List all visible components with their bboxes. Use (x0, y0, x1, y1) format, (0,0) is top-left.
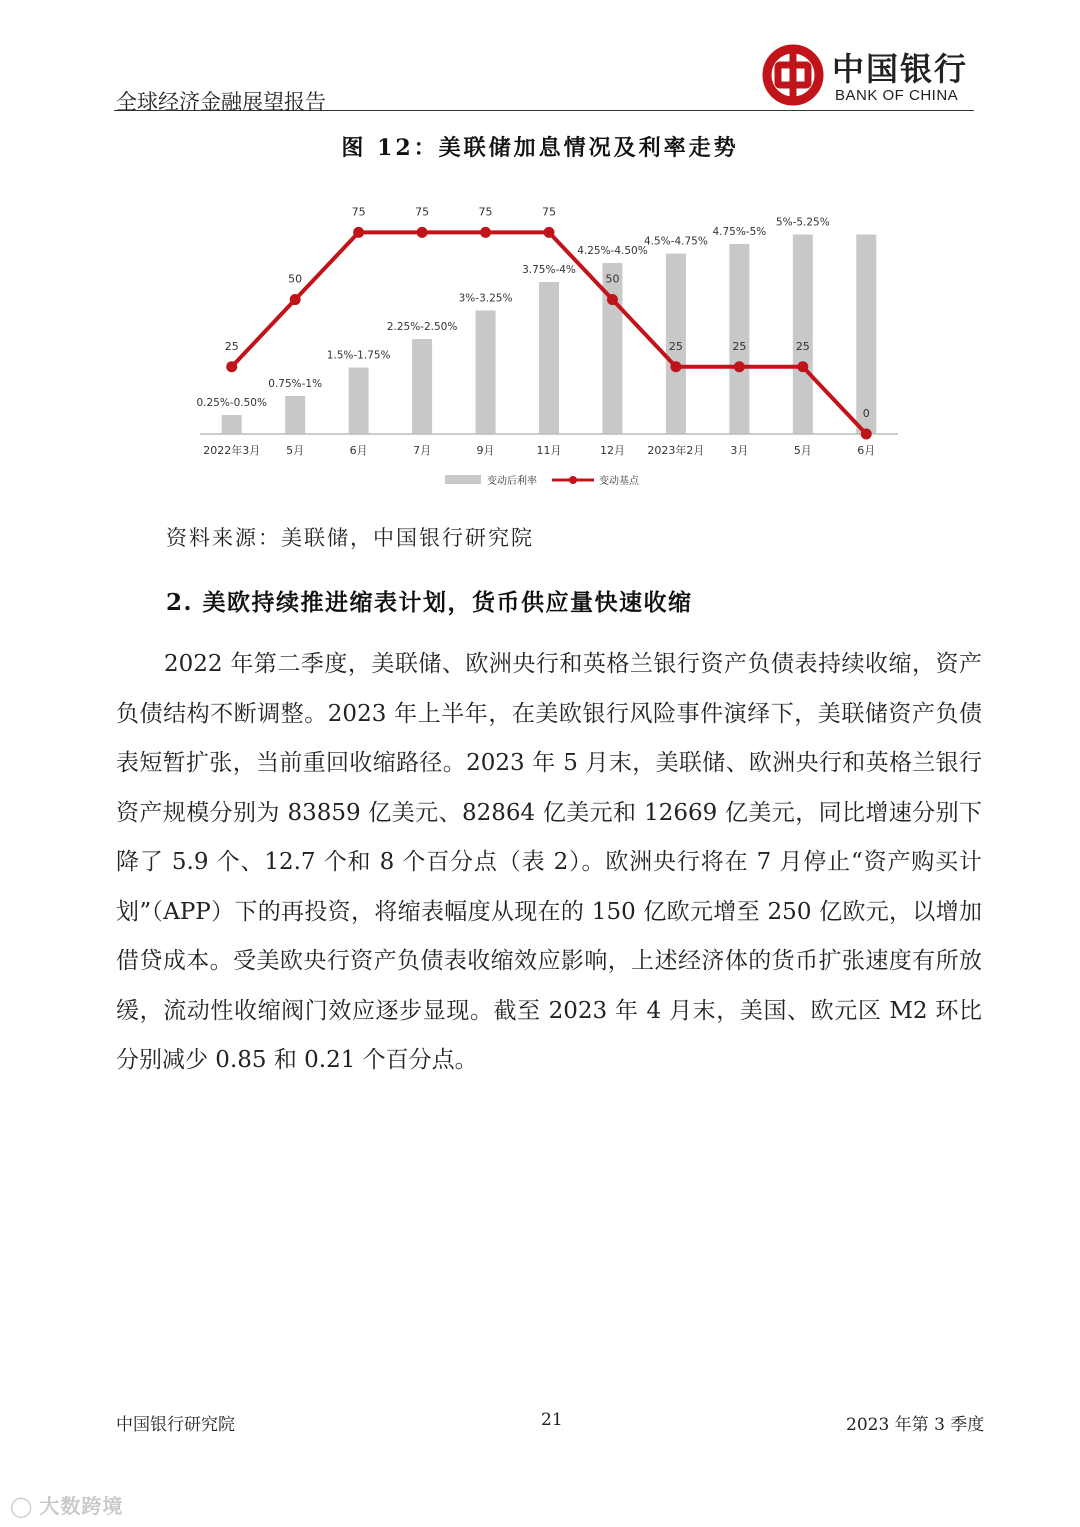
x-tick-label-3: 7月 (413, 444, 432, 457)
line-point-3 (417, 227, 428, 238)
bar-rate-2 (349, 368, 369, 435)
fed-rate-chart (190, 192, 910, 492)
line-point-5 (544, 227, 555, 238)
x-tick-label-5: 11月 (536, 444, 562, 457)
line-label-0: 25 (224, 339, 239, 353)
bar-label-6: 4.25%-4.50% (577, 245, 648, 257)
x-tick-label-0: 2022年3月 (203, 444, 261, 457)
bar-rate-6 (602, 263, 622, 434)
bar-label-7: 4.5%-4.75% (643, 235, 708, 248)
line-label-6: 50 (605, 272, 620, 286)
line-label-8: 25 (732, 339, 747, 353)
watermark-logo-icon: ◯ (10, 1494, 34, 1518)
line-label-3: 75 (415, 205, 430, 219)
line-point-4 (480, 227, 491, 238)
line-point-8 (734, 361, 745, 372)
bar-label-3: 2.25%-2.50% (386, 321, 458, 333)
bar-rate-4 (476, 311, 496, 435)
line-label-10: 0 (862, 407, 870, 420)
bar-rate-0 (222, 415, 242, 434)
bar-rate-5 (539, 282, 559, 434)
x-tick-label-6: 12月 (599, 444, 625, 457)
line-point-2 (353, 227, 364, 238)
bar-rate-9 (793, 235, 813, 435)
line-label-7: 25 (668, 339, 683, 353)
page-number: 21 (541, 1410, 563, 1430)
line-label-1: 50 (288, 272, 303, 286)
line-label-4: 75 (478, 205, 493, 219)
bank-of-china-emblem-icon (762, 44, 824, 106)
figure-title: 图 12：美联储加息情况及利率走势 (341, 135, 739, 161)
bank-of-china-logo (762, 42, 977, 108)
bar-label-5: 3.75%-4% (522, 264, 576, 276)
line-point-1 (290, 294, 301, 305)
x-tick-label-10: 6月 (857, 444, 876, 457)
bar-label-4: 3%-3.25% (458, 292, 513, 305)
logo-chinese-text: 中国银行 (832, 50, 969, 88)
figure-source: 资料来源：美联储，中国银行研究院 (166, 526, 534, 550)
bar-label-1: 0.75%-1% (268, 378, 323, 390)
x-tick-label-2: 6月 (349, 444, 368, 457)
bar-rate-10 (856, 235, 876, 435)
logo-english-text: BANK OF CHINA (835, 87, 959, 104)
line-label-5: 75 (542, 205, 556, 219)
legend-bar-label: 变动后利率 (487, 476, 537, 487)
line-label-9: 25 (795, 339, 810, 353)
line-point-9 (797, 361, 808, 372)
footer-institute: 中国银行研究院 (116, 1415, 235, 1435)
line-label-2: 75 (351, 205, 366, 219)
legend-bar-swatch (445, 475, 481, 484)
x-tick-label-4: 9月 (476, 444, 495, 457)
bar-label-2: 1.5%-1.75% (326, 349, 391, 362)
bar-label-0: 0.25%-0.50% (196, 397, 267, 409)
body-paragraph (116, 640, 982, 1086)
line-point-6 (607, 294, 618, 305)
x-tick-label-8: 3月 (730, 444, 749, 457)
x-tick-label-9: 5月 (793, 444, 812, 457)
line-point-7 (670, 361, 681, 372)
watermark (10, 1490, 123, 1519)
line-point-10 (861, 429, 872, 440)
report-title: 全球经济金融展望报告 (116, 90, 326, 114)
bar-rate-3 (412, 339, 432, 434)
footer-quarter: 2023 年第 3 季度 (846, 1415, 985, 1435)
section-heading: 2. 美欧持续推进缩表计划，货币供应量快速收缩 (166, 589, 693, 616)
legend-line-marker (569, 476, 577, 484)
legend-line-label: 变动基点 (599, 476, 639, 487)
bar-rate-1 (285, 396, 305, 434)
body-paragraph-text: 2022 年第二季度，美联储、欧洲央行和英格兰银行资产负债表持续收缩，资产负债结构不断调整。2023 年上半年，在美欧银行风险事件演绎下，美联储资产负债表短暂扩张，当前重回收缩路径。2023 年 5 月末，美联储、欧洲央行和英格兰银行资产规模分别为 83859 亿美元、82864 亿美元和 12669 亿美元，同比增速分别下降了 5.9 个、12.7 个和 8 个百分点（表 2）。欧洲央行将在 7 月停止“资产购买计划”（APP）下的再投资，将缩表幅度从现在的 150 亿欧元增至 250 亿欧元，以增加借贷成本。受美欧央行资产负债表收缩效应影响，上述经济体的货币扩张速度有所放缓，流动性收缩阀门效应逐步显现。截至 2023 年 4 月末，美国、欧元区 M2 环比分别减少 0.85 和 0.21 个百分点。 (116, 651, 982, 1073)
line-point-0 (226, 361, 237, 372)
watermark-text: 大数跨境 (39, 1494, 124, 1518)
header-rule (114, 110, 974, 111)
x-tick-label-7: 2023年2月 (647, 444, 705, 457)
bar-label-8: 4.75%-5% (712, 226, 767, 238)
bar-label-9: 5%-5.25% (775, 216, 830, 229)
x-tick-label-1: 5月 (286, 444, 305, 457)
